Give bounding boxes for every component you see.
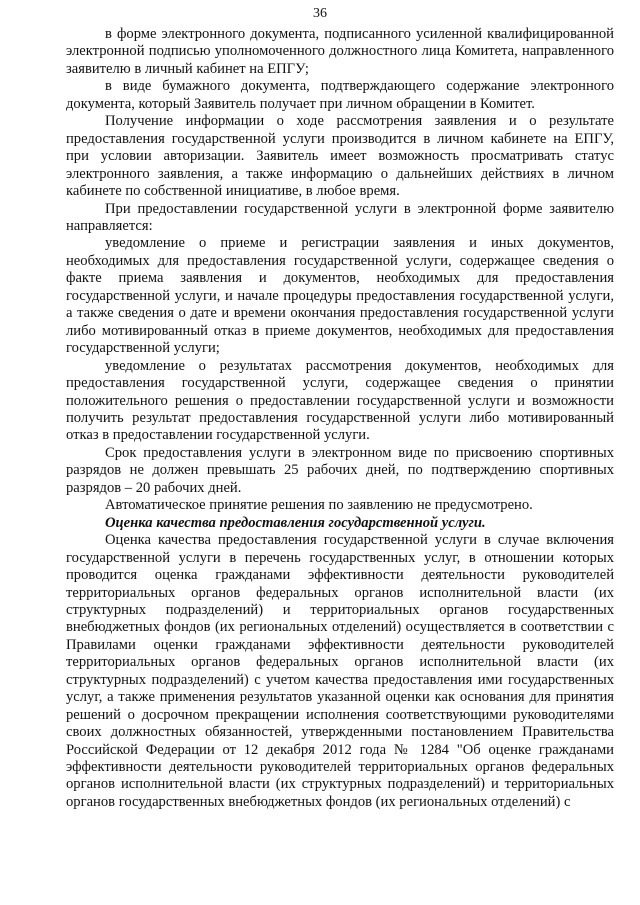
paragraph-result-notification: уведомление о результатах рассмотрения документов, необходимых для предоставления государственной услуги, содержащее сведения о принятии положительного решения о предоставлении государственной услуги и возможности получить результат предоставления государственной услуги либо мотивированный отказ в предоставлении государственной услуги. bbox=[66, 357, 614, 444]
section-heading-quality-assessment: Оценка качества предоставления государственной услуги. bbox=[105, 514, 486, 531]
paragraph-status-info: Получение информации о ходе рассмотрения заявления и о результате предоставления государственной услуги производится в личном кабинете на ЕПГУ, при условии авторизации. Заявитель имеет возможность просматривать статус электронного заявления, а также информацию о дальнейших действиях в личном кабинете по собственной инициативе, в любое время. bbox=[66, 113, 614, 200]
document-body bbox=[66, 26, 614, 811]
paragraph-quality-assessment: Оценка качества предоставления государственной услуги в случае включения государственной услуги в перечень государственных услуг, в отношении которых проводится оценка гражданами эффективности деятельности руководителей территориальных органов федеральных органов исполнительной власти (их структурных подразделений) и территориальных органов государственных внебюджетных фондов (их региональных отделений) осуществляется в соответствии с Правилами оценки гражданами эффективности деятельности руководителей территориальных органов федеральных органов исполнительной власти (их структурных подразделений) с учетом качества предоставления ими государственных услуг, а также применения результатов указанной оценки как основания для принятия решений о досрочном прекращении исполнения соответствующими руководителями своих должностных обязанностей, утвержденными постановлением Правительства Российской Федерации от 12 декабря 2012 года № 1284 "Об оценке гражданами эффективности деятельности руководителей территориальных органов федеральных органов исполнительной власти (их структурных подразделений) и территориальных органов государственных внебюджетных фондов (их региональных отделений) с bbox=[66, 532, 614, 810]
paragraph-electronic-document: в форме электронного документа, подписанного усиленной квалифицированной электронной подписью уполномоченного должностного лица Комитета, направленного заявителю в личный кабинет на ЕПГУ; bbox=[66, 26, 614, 77]
paragraph-service-term: Срок предоставления услуги в электронном виде по присвоению спортивных разрядов не должен превышать 25 рабочих дней, по подтверждению спортивных разрядов – 20 рабочих дней. bbox=[66, 444, 614, 496]
page-number: 36 bbox=[313, 6, 327, 21]
paragraph-notifications-intro: При предоставлении государственной услуги в электронной форме заявителю направляется: bbox=[66, 200, 614, 234]
paragraph-automatic-decision: Автоматическое принятие решения по заявлению не предусмотрено. bbox=[105, 497, 533, 514]
paragraph-receipt-notification: уведомление о приеме и регистрации заявления и иных документов, необходимых для предоставления государственной услуги, содержащее сведения о факте приема заявления и документов, необходимых для предоставления государственной услуги, и начале процедуры предоставления государственной услуги, а также сведения о дате и времени окончания предоставления государственной услуги либо мотивированный отказ в приеме документов, необходимых для предоставления государственной услуги; bbox=[66, 235, 614, 357]
paragraph-paper-document: в виде бумажного документа, подтверждающего содержание электронного документа, который Заявитель получает при личном обращении в Комитет. bbox=[66, 78, 614, 112]
